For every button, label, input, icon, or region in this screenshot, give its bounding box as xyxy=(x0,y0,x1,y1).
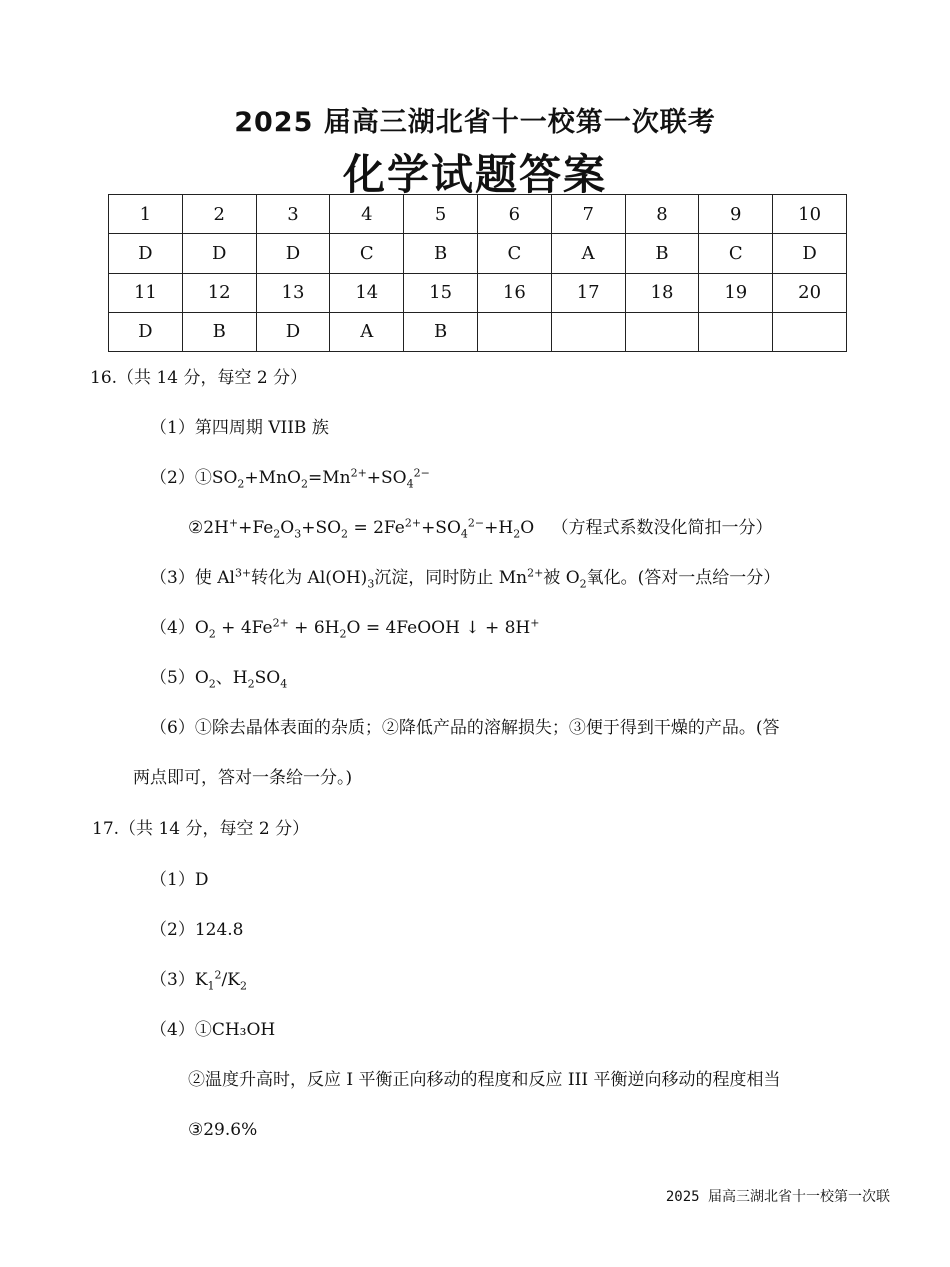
answer-cell: B xyxy=(404,234,478,273)
question-number-cell: 20 xyxy=(773,273,847,312)
q16-part4-equation: $O_2 + 4Fe^{2+} + 6H_2O$ = 4FeOOH ↓ + 8H+ xyxy=(194,616,540,641)
q16-part3: （3）使 $Al^{3+}$转化为 $Al(OH)_3$沉淀，同时防止 $Mn^{2+}$被 $O_2$氧化。(答对一点给一分） xyxy=(150,566,781,591)
question-number-cell: 12 xyxy=(182,273,256,312)
answer-cell: D xyxy=(109,234,183,273)
answer-table-row xyxy=(109,195,847,234)
q17-part4: （4）①CH₃OH xyxy=(150,1020,276,1040)
q16-part2-label: （2）① xyxy=(150,468,212,488)
page-footer: 2025 届高三湖北省十一校第一次联 xyxy=(665,1189,890,1205)
q16-part2a xyxy=(150,467,430,489)
q16-part5: $(5)O_2$、$H_2SO_4$ xyxy=(150,668,288,691)
question-number-cell: 17 xyxy=(551,273,625,312)
answer-cell: D xyxy=(256,234,330,273)
multiple-choice-answer-table xyxy=(108,194,847,352)
page-title: 化学试题答案 xyxy=(342,150,607,199)
q16-part3-text-c: 沉淀，同时防止 Mn xyxy=(374,568,528,588)
q16-part4 xyxy=(150,617,539,639)
q16-heading: 16.（共 14 分，每空 2 分） xyxy=(90,368,308,388)
question-number-cell: 7 xyxy=(551,195,625,234)
question-number-cell: 2 xyxy=(182,195,256,234)
answer-cell: C xyxy=(699,234,773,273)
answer-cell: A xyxy=(330,312,404,351)
answer-table-row xyxy=(109,234,847,273)
answer-cell: D xyxy=(182,234,256,273)
answer-cell xyxy=(773,312,847,351)
answer-cell: D xyxy=(773,234,847,273)
q16-part6: （6）①除去晶体表面的杂质；②降低产品的溶解损失；③便于得到干燥的产品。(答 xyxy=(150,718,780,738)
question-number-cell: 4 xyxy=(330,195,404,234)
answer-cell xyxy=(625,312,699,351)
answer-cell: D xyxy=(109,312,183,351)
answer-cell: C xyxy=(330,234,404,273)
question-number-cell: 16 xyxy=(477,273,551,312)
q16-part2b-note: （方程式系数没化简扣一分） xyxy=(551,518,773,538)
q16-part5-text-a: （5）O xyxy=(150,668,209,688)
q16-part3-text-b: 转化为 Al(OH) xyxy=(251,568,368,588)
answer-cell xyxy=(699,312,773,351)
q17-part4c: ③29.6% xyxy=(188,1120,258,1140)
question-number-cell: 9 xyxy=(699,195,773,234)
answer-cell: B xyxy=(182,312,256,351)
question-number-cell: 10 xyxy=(773,195,847,234)
q16-part3-text-d: 被 O xyxy=(543,568,580,588)
question-number-cell: 3 xyxy=(256,195,330,234)
answer-cell: A xyxy=(551,234,625,273)
answer-table-row xyxy=(109,312,847,351)
q17-part2: （2）124.8 xyxy=(150,920,244,940)
answer-cell xyxy=(551,312,625,351)
q17-part4b: ②温度升高时，反应 I 平衡正向移动的程度和反应 III 平衡逆向移动的程度相当 xyxy=(188,1070,781,1090)
answer-cell: B xyxy=(625,234,699,273)
q16-part3-text-e: 氧化。(答对一点给一分） xyxy=(586,568,781,588)
q16-part1: （1）第四周期 VIIB 族 xyxy=(150,418,329,438)
q16-part2b xyxy=(188,517,773,539)
q16-part6-continued: 两点即可，答对一条给一分。) xyxy=(133,768,353,788)
q16-part5-text-b: 、H xyxy=(215,668,248,688)
q16-part2b-equation: $②2H^++Fe_2O_3+SO_2 = 2Fe^{2+}+SO_4^{2-}+H_2O$ xyxy=(188,516,535,541)
question-number-cell: 14 xyxy=(330,273,404,312)
q17-part3: $(3)K_1^2/K_2$ xyxy=(150,968,247,993)
answer-cell: B xyxy=(404,312,478,351)
question-number-cell: 5 xyxy=(404,195,478,234)
question-number-cell: 11 xyxy=(109,273,183,312)
q16-part2a-equation: $SO_2+MnO_2=Mn^{2+}+SO_4^{2-}$ xyxy=(211,466,430,491)
question-number-cell: 13 xyxy=(256,273,330,312)
answer-cell: C xyxy=(477,234,551,273)
exam-subtitle: 2025 届高三湖北省十一校第一次联考 xyxy=(234,107,716,138)
q16-part3-text-a: （3）使 Al xyxy=(150,568,235,588)
q17-part1: （1）D xyxy=(150,870,209,890)
q16-part4-label: （4） xyxy=(150,618,195,638)
question-number-cell: 6 xyxy=(477,195,551,234)
q17-part3-label: （3）K xyxy=(150,970,208,990)
question-number-cell: 19 xyxy=(699,273,773,312)
question-number-cell: 18 xyxy=(625,273,699,312)
answer-cell: D xyxy=(256,312,330,351)
q17-heading: 17.（共 14 分，每空 2 分） xyxy=(92,819,310,839)
answer-table-row xyxy=(109,273,847,312)
question-number-cell: 8 xyxy=(625,195,699,234)
answer-cell xyxy=(477,312,551,351)
question-number-cell: 1 xyxy=(109,195,183,234)
question-number-cell: 15 xyxy=(404,273,478,312)
